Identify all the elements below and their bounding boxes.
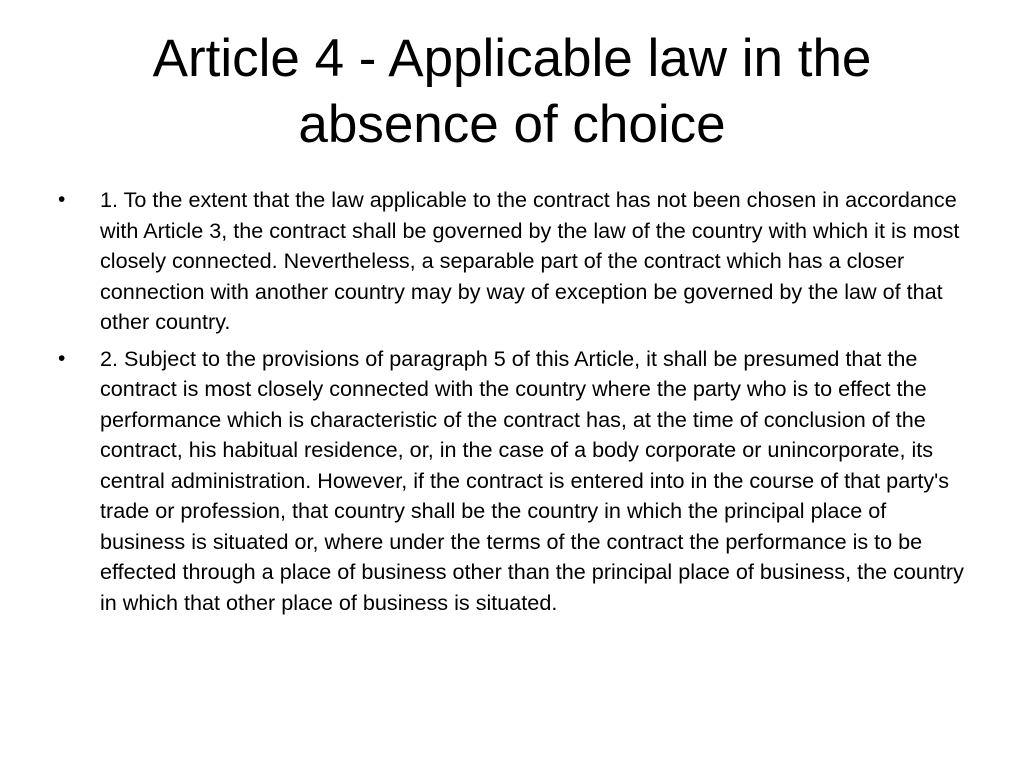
- bullet-item-paragraph-1: [58, 185, 970, 338]
- paragraph-1-text: 1. To the extent that the law applicable to the contract has not been chosen in accordance with Article 3, the contract shall be governed by the law of the country with which it is most closely connected. Nevertheless, a separable part of the contract which has a closer connection with another country may by way of exception be governed by the law of that other country.: [100, 187, 960, 334]
- bullet-list: [58, 185, 970, 624]
- paragraph-2-text: 2. Subject to the provisions of paragraph 5 of this Article, it shall be presumed that the contract is most closely connected with the country where the party who is to effect the performance which is characteristic of the contract has, at the time of conclusion of the contract, his habitual residence, or, in the case of a body corporate or unincorporate, its central administration. However, if the contract is entered into in the course of that party's trade or profession, that country shall be the country in which the principal place of business is situated or, where under the terms of the contract the performance is to be effected through a place of business other than the principal place of business, the country in which that other place of business is situated.: [100, 345, 964, 615]
- slide-title: Article 4 - Applicable law in the absence of choice: [152, 29, 872, 154]
- bullet-icon: •: [58, 188, 66, 211]
- bullet-icon: •: [58, 346, 66, 370]
- bullet-item-paragraph-2: [58, 344, 970, 619]
